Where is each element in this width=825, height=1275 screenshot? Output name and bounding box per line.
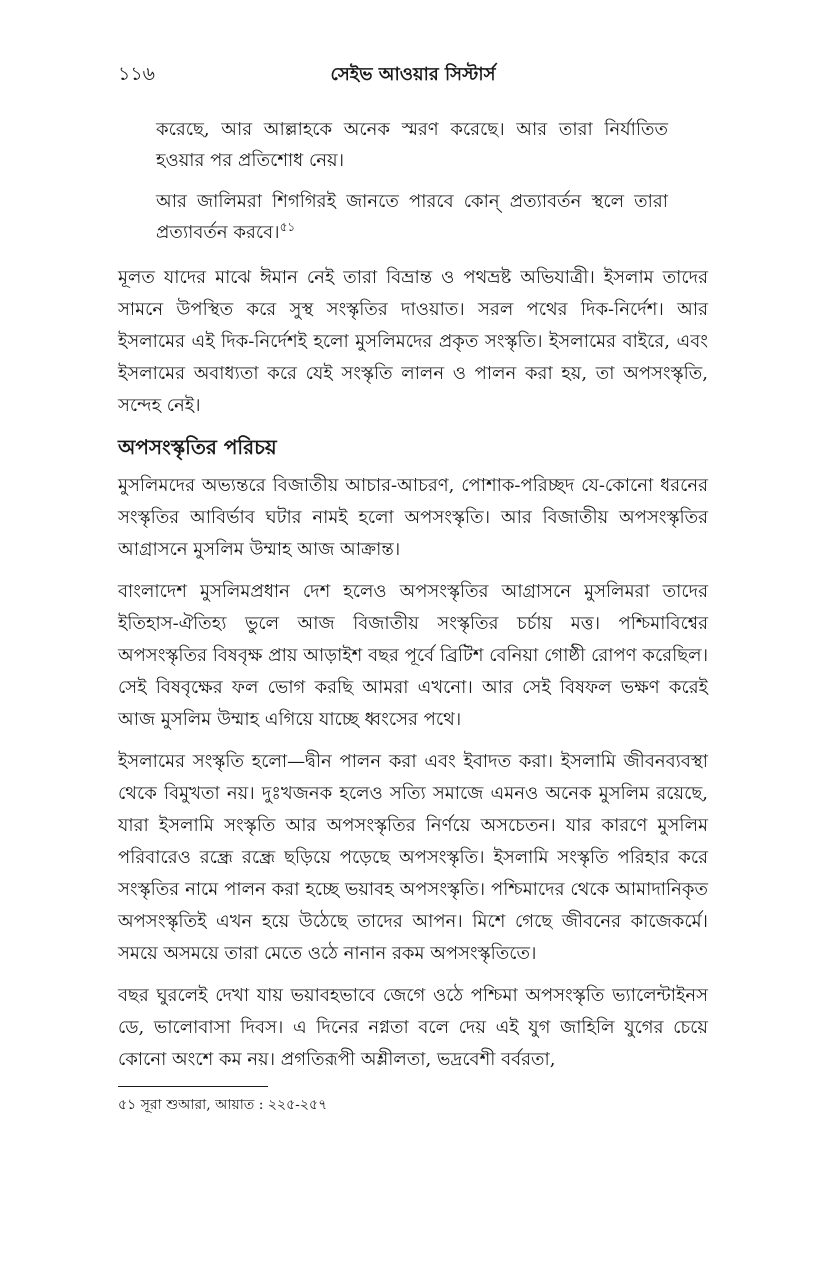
paragraph: ইসলামের সংস্কৃতি হলো—দ্বীন পালন করা এবং ইবাদত করা। ইসলামি জীবনব্যবস্থা থেকে বিমুখতা নয়। দুঃখজনক হলেও সত্যি সমাজে এমনও অনেক মুসলিম রয়েছে, যারা ইসলামি সংস্কৃতি আর অপসংস্কৃতির নির্ণয়ে অসচেতন। যার কারণে মুসলিম পরিবারেও রন্ধ্রে রন্ধ্রে ছড়িয়ে পড়েছে অপসংস্কৃতি। ইসলামি সংস্কৃতি পরিহার করে সংস্কৃতির নামে পালন করা হচ্ছে ভয়াবহ অপসংস্কৃতি। পশ্চিমাদের থেকে আমাদানিকৃত অপসংস্কৃতিই এখন হয়ে উঠেছে তাদের আপন। মিশে গেছে জীবনের কাজেকর্মে। সময়ে অসময়ে তারা মেতে ওঠে নানান রকম অপসংস্কৃতিতে। bbox=[118, 751, 708, 964]
quote-text-1: করেছে, আর আল্লাহকে অনেক স্মরণ করেছে। আর তারা নির্যাতিত হওয়ার পর প্রতিশোধ নেয়। bbox=[156, 119, 668, 171]
page-header bbox=[118, 58, 708, 92]
quran-quote bbox=[118, 114, 708, 248]
quote-paragraph bbox=[156, 114, 668, 176]
quote-paragraph bbox=[156, 186, 668, 248]
running-title: সেইভ আওয়ার সিস্টার্স bbox=[330, 64, 496, 85]
paragraph: মূলত যাদের মাঝে ঈমান নেই তারা বিভ্রান্ত ও পথভ্রষ্ট অভিযাত্রী। ইসলাম তাদের সামনে উপস্থিত করে সুস্থ সংস্কৃতির দাওয়াত। সরল পথের দিক-নির্দেশ। আর ইসলামের এই দিক-নির্দেশই হলো মুসলিমদের প্রকৃত সংস্কৃতি। ইসলামের বাইরে, এবং ইসলামের অবাধ্যতা করে যেই সংস্কৃতি লালন ও পালন করা হয়, তা অপসংস্কৃতি, সন্দেহ নেই। bbox=[118, 267, 708, 416]
paragraph: বাংলাদেশ মুসলিমপ্রধান দেশ হলেও অপসংস্কৃতির আগ্রাসনে মুসলিমরা তাদের ইতিহাস-ঐতিহ্য ভুলে আজ বিজাতীয় সংস্কৃতির চর্চায় মত্ত। পশ্চিমাবিশ্বের অপসংস্কৃতির বিষবৃক্ষ প্রায় আড়াইশ বছর পূর্বে ব্রিটিশ বেনিয়া গোষ্ঠী রোপণ করেছিল। সেই বিষবৃক্ষের ফল ভোগ করছি আমরা এখনো। আর সেই বিষফল ভক্ষণ করেই আজ মুসলিম উম্মাহ এগিয়ে যাচ্ছে ধ্বংসের পথে। bbox=[118, 581, 708, 730]
paragraph: বছর ঘুরলেই দেখা যায় ভয়াবহভাবে জেগে ওঠে পশ্চিমা অপসংস্কৃতি ভ্যালেন্টাইনস ডে, ভালোবাসা দিবস। এ দিনের নগ্নতা বলে দেয় এই যুগ জাহিলি যুগের চেয়ে কোনো অংশে কম নয়। প্রগতিরূপী অশ্লীলতা, ভদ্রবেশী বর্বরতা, bbox=[118, 985, 708, 1070]
book-page bbox=[118, 58, 708, 1115]
section-heading: অপসংস্কৃতির পরিচয় bbox=[118, 435, 277, 459]
page-number: ১১৬ bbox=[118, 63, 156, 85]
body-text bbox=[118, 262, 708, 1076]
footnote: ৫১ সূরা শুআরা, আয়াত : ২২৫-২৫৭ bbox=[118, 1097, 328, 1113]
footnote-reference: ৫১ bbox=[279, 220, 296, 234]
paragraph: মুসলিমদের অভ্যন্তরে বিজাতীয় আচার-আচরণ, পোশাক-পরিচ্ছদ যে-কোনো ধরনের সংস্কৃতির আবির্ভাব ঘটার নামই হলো অপসংস্কৃতি। আর বিজাতীয় অপসংস্কৃতির আগ্রাসনে মুসলিম উম্মাহ আজ আক্রান্ত। bbox=[118, 475, 708, 560]
quote-text-2: আর জালিমরা শিগগিরই জানতে পারবে কোন্‌ প্রত্যাবর্তন স্থলে তারা প্রত্যাবর্তন করবে। bbox=[156, 191, 668, 243]
footnote-divider bbox=[118, 1086, 268, 1087]
